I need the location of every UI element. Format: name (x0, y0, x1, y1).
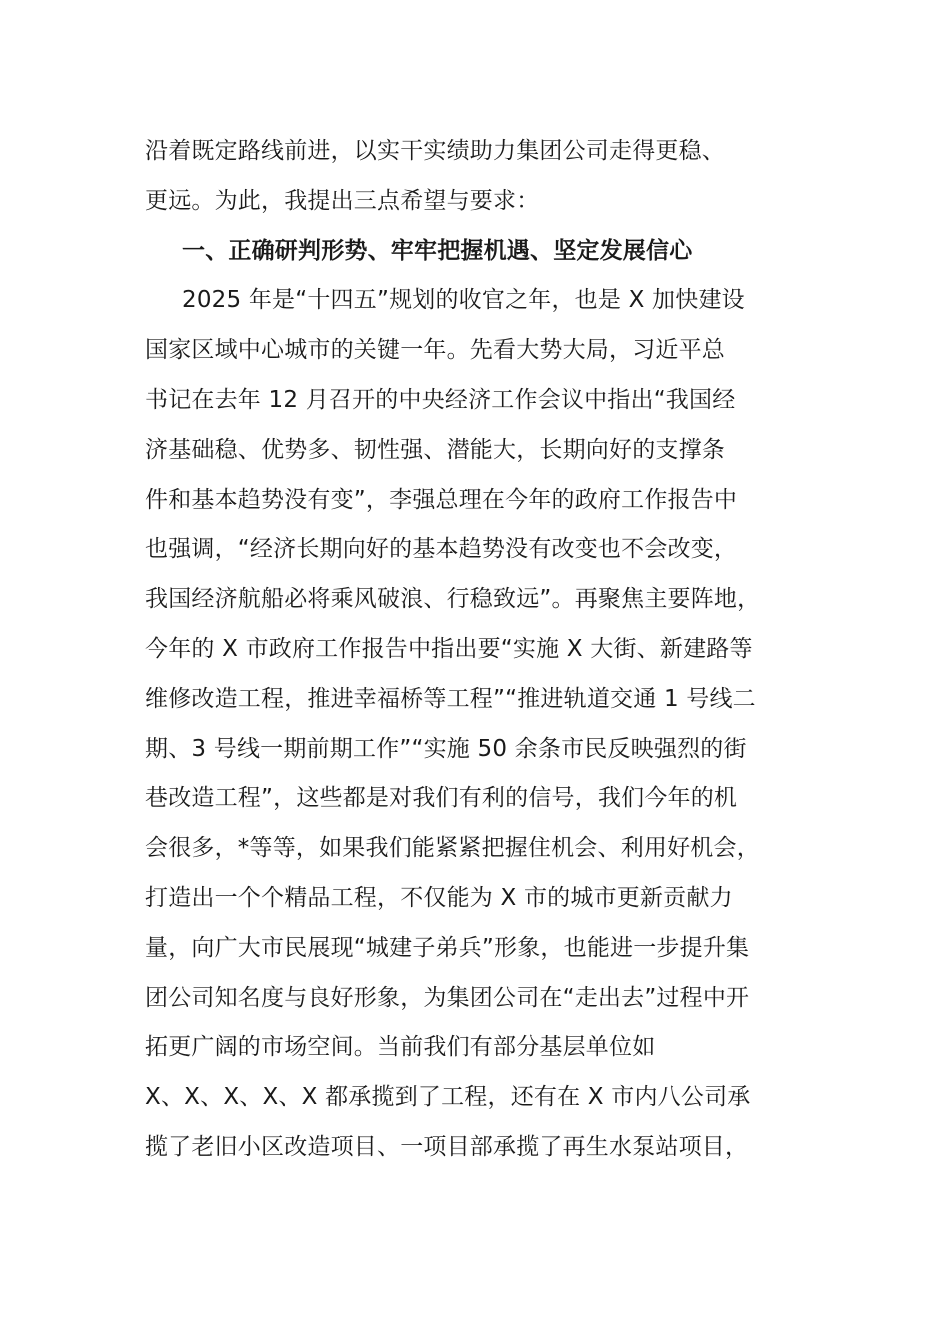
paragraph-line: 期、3 号线一期前期工作”“实施 50 余条市民反映强烈的街 (145, 735, 747, 762)
paragraph-line: 国家区域中心城市的关键一年。先看大势大局，习近平总 (145, 337, 725, 364)
paragraph-line: 团公司知名度与良好形象，为集团公司在“走出去”过程中开 (145, 984, 750, 1011)
paragraph-line: 揽了老旧小区改造项目、一项目部承揽了再生水泵站项目， (145, 1133, 749, 1160)
document-body (145, 127, 835, 1173)
paragraph-line: 书记在去年 12 月召开的中央经济工作会议中指出“我国经 (145, 386, 736, 413)
paragraph-line: 今年的 X 市政府工作报告中指出要“实施 X 大街、新建路等 (145, 635, 753, 662)
intro-line: 沿着既定路线前进，以实干实绩助力集团公司走得更稳、 (145, 138, 725, 164)
paragraph-line: 2025 年是“十四五”规划的收官之年，也是 X 加快建设 (182, 287, 745, 314)
paragraph-line: 件和基本趋势没有变”，李强总理在今年的政府工作报告中 (145, 486, 738, 513)
paragraph-line: 巷改造工程”，这些都是对我们有利的信号，我们今年的机 (145, 785, 738, 812)
paragraph-line: 量，向广大市民展现“城建子弟兵”形象，也能进一步提升集 (145, 934, 750, 961)
intro-line: 更远。为此，我提出三点希望与要求： (145, 187, 540, 214)
paragraph-line: 也强调，“经济长期向好的基本趋势没有改变也不会改变， (145, 536, 738, 563)
paragraph-line: 拓更广阔的市场空间。当前我们有部分基层单位如 (145, 1034, 656, 1061)
paragraph-line: 会很多，*等等，如果我们能紧紧把握住机会、利用好机会， (145, 835, 760, 862)
paragraph-line: 打造出一个个精品工程，不仅能为 X 市的城市更新贡献力 (145, 884, 733, 911)
paragraph-line: X、X、X、X、X 都承揽到了工程，还有在 X 市内八公司承 (145, 1084, 751, 1111)
paragraph-line: 维修改造工程，推进幸福桥等工程”“推进轨道交通 1 号线二 (145, 685, 756, 712)
paragraph-line: 我国经济航船必将乘风破浪、行稳致远”。再聚焦主要阵地， (145, 586, 761, 613)
section-heading: 一、正确研判形势、牢牢把握机遇、坚定发展信心 (182, 237, 693, 264)
paragraph-line: 济基础稳、优势多、韧性强、潜能大，长期向好的支撑条 (145, 436, 725, 463)
